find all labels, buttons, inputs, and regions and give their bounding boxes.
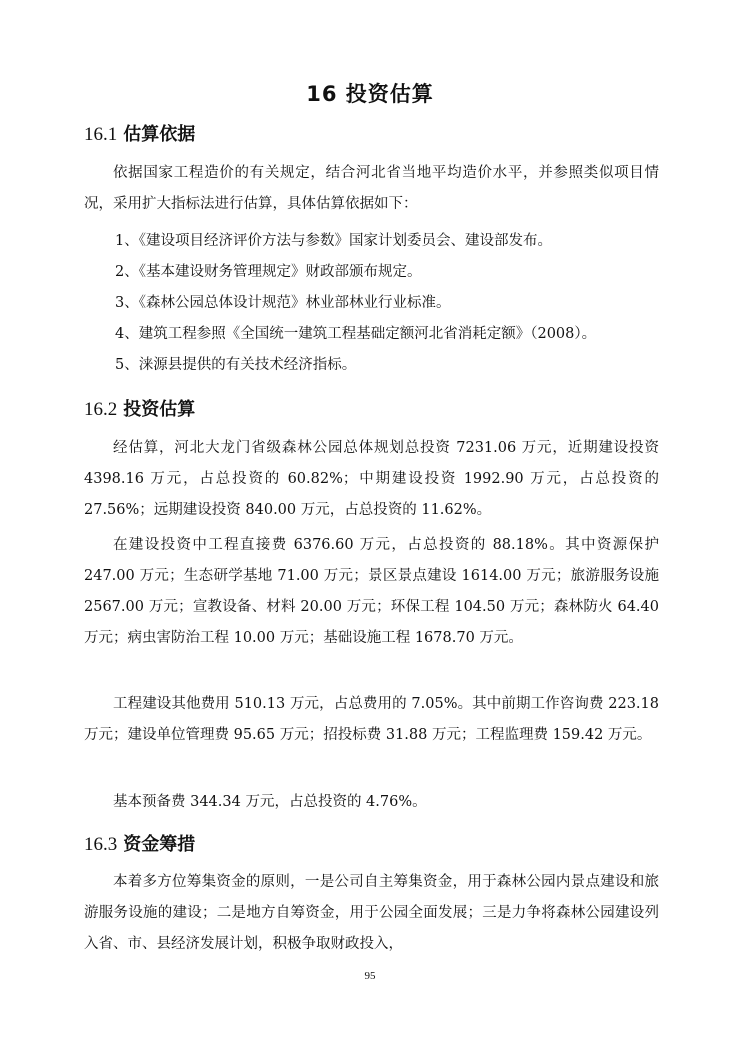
paragraph-other-costs: 工程建设其他费用 510.13 万元，占总费用的 7.05%。其中前期工作咨询费 223.18 万元；建设单位管理费 95.65 万元；招投标费 31.88 万元；工程监理费 159.42 万元。 — [84, 696, 659, 743]
list-item-3: 3、《森林公园总体设计规范》林业部林业行业标准。 — [115, 295, 451, 311]
list-item-5: 5、涞源县提供的有关技术经济指标。 — [115, 357, 357, 373]
section-heading-16-2 — [84, 395, 195, 421]
list-item-4: 4、建筑工程参照《全国统一建筑工程基础定额河北省消耗定额》（2008）。 — [115, 326, 597, 342]
section-title: 投资估算 — [123, 399, 196, 420]
list-item-2: 2、《基本建设财务管理规定》财政部颁布规定。 — [115, 264, 422, 280]
page-number: 95 — [364, 970, 376, 982]
paragraph-total-investment: 经估算，河北大龙门省级森林公园总体规划总投资 7231.06 万元，近期建设投资 4398.16 万元，占总投资的 60.82%；中期建设投资 1992.90 万元，占总投资的 27.56%；远期建设投资 840.00 万元，占总投资的 11.62%。 — [84, 440, 659, 518]
section-title: 资金筹措 — [123, 834, 196, 855]
section-title: 估算依据 — [123, 124, 196, 145]
list-item-1: 1、《建设项目经济评价方法与参数》国家计划委员会、建设部发布。 — [115, 233, 552, 249]
paragraph-direct-costs: 在建设投资中工程直接费 6376.60 万元，占总投资的 88.18%。其中资源保护 247.00 万元；生态研学基地 71.00 万元；景区景点建设 1614.00 万元；旅游服务设施 2567.00 万元；宣教设备、材料 20.00 万元；环保工程 104.50 万元；森林防火 64.40 万元；病虫害防治工程 10.00 万元；基础设施工程 1678.70 万元。 — [84, 537, 659, 646]
paragraph-contingency: 基本预备费 344.34 万元，占总投资的 4.76%。 — [113, 794, 427, 810]
paragraph-basis-intro: 依据国家工程造价的有关规定，结合河北省当地平均造价水平，并参照类似项目情况，采用扩大指标法进行估算，具体估算依据如下： — [84, 165, 659, 212]
paragraph-funding: 本着多方位筹集资金的原则，一是公司自主筹集资金，用于森林公园内景点建设和旅游服务设施的建设；二是地方自筹资金，用于公园全面发展；三是力争将森林公园建设列入省、市、县经济发展计划，积极争取财政投入， — [84, 874, 659, 952]
section-number: 16.2 — [84, 399, 118, 420]
section-number: 16.1 — [84, 124, 118, 145]
section-heading-16-3 — [84, 830, 195, 856]
section-number: 16.3 — [84, 834, 118, 855]
chapter-title: 16 投资估算 — [306, 82, 434, 106]
section-heading-16-1 — [84, 120, 195, 146]
